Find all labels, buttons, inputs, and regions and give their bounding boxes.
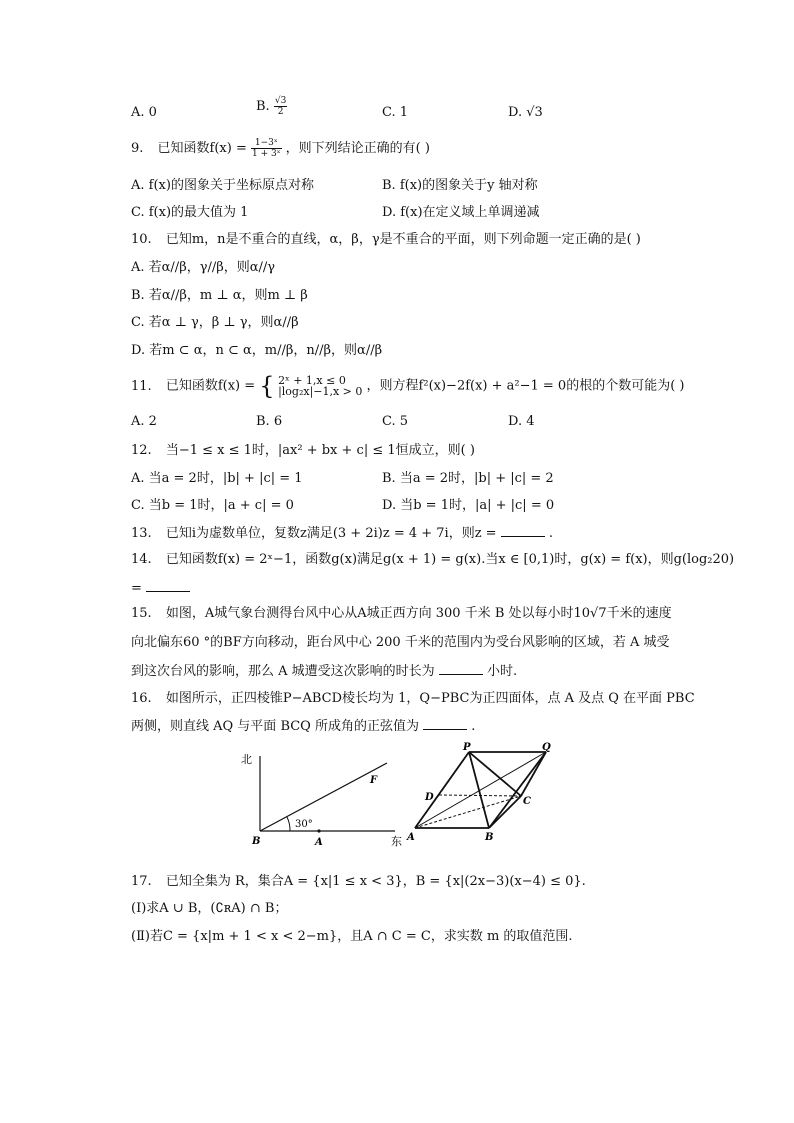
q11-stem [131,374,684,398]
p-label: P [463,742,471,753]
q14-text: 已知函数f(x) = 2ˣ−1，函数g(x)满足g(x + 1) = g(x).当x ∈ [0,1)时，g(x) = f(x)，则g(log₂20) [165,552,735,567]
point-a-dot [317,829,320,832]
edge-qc [521,752,546,796]
q8-option-c: C. 1 [382,105,409,120]
q11-number: 11. [131,378,152,394]
q15-line1 [131,605,672,623]
q11-option-a: A. 2 [131,414,157,429]
pyramid-figure [405,740,570,850]
q17-text: 已知全集为 R，集合A = {x|1 ≤ x < 3}，B = {x|(2x−3)(x−4) ≤ 0}. [165,874,586,889]
a-vertex-label: A [407,832,415,843]
q14-answer-blank [146,579,190,592]
q14-number: 14. [131,552,152,567]
edge-pb [469,752,489,828]
north-label: 北 [241,753,252,766]
q11-case2: |log₂x|−1,x > 0 [278,385,363,398]
q-label: Q [542,742,551,753]
q12-option-c: C. 当b = 1时，|a + c| = 0 [131,498,294,513]
segment-aq [415,752,546,828]
q9-fraction [251,138,282,159]
edge-bc [489,796,521,828]
q9-option-d: D. f(x)在定义域上单调递减 [382,205,540,220]
angle-label: 30° [295,819,313,830]
q9-text-after: ，则下列结论正确的有( ) [285,141,430,156]
q16-text-line2: 两侧，则直线 AQ 与平面 BCQ 所成角的正弦值为 [131,719,419,734]
east-label: 东 [391,835,402,848]
q16-line1 [131,690,695,708]
q16-answer-blank [423,717,467,730]
q11-cases [278,375,362,397]
q9-number: 9. [131,141,144,156]
q14-line2 [131,579,190,598]
q11-option-c: C. 5 [382,414,409,429]
q10-option-d: D. 若m ⊂ α，n ⊂ α，m//β，n//β，则α//β [131,343,383,358]
path-bf [260,763,387,831]
q11-option-d: D. 4 [508,414,535,429]
q13-answer-blank [501,524,545,537]
q10-number: 10. [131,232,152,247]
q8-option-a: A. 0 [131,105,157,120]
q14-stem [131,551,734,569]
q10-option-a: A. 若α//β，γ//β，则α//γ [131,260,276,275]
q17-part1: (Ⅰ)求A ∪ B，(∁ʀA) ∩ B； [131,901,288,916]
q10-text: 已知m，n是不重合的直线，α，β，γ是不重合的平面，则下列命题一定正确的是( ) [165,232,641,247]
q15-text-line3-end: 小时. [486,664,518,679]
q12-text: 当−1 ≤ x ≤ 1时，|ax² + bx + c| ≤ 1恒成立，则( ) [165,443,475,458]
edge-qb [489,752,546,828]
q11-piecewise [259,374,362,398]
q16-number: 16. [131,691,152,706]
a-label: A [315,837,323,848]
q8-option-b-prefix: B. [256,99,274,114]
q10-stem [131,231,641,249]
q13-number: 13. [131,526,152,541]
q17-stem [131,873,586,891]
q15-text-line1: 如图，A城气象台测得台风中心从A城正西方向 300 千米 B 处以每小时10√7千米的速度 [165,606,672,621]
q9-stem [131,138,430,159]
angle-arc [287,817,290,831]
q13-stem [131,524,553,543]
q14-equals: = [131,581,147,596]
q15-number: 15. [131,606,152,621]
f-label: F [370,775,378,786]
q10-option-c: C. 若α ⊥ γ，β ⊥ γ，则α//β [131,315,299,330]
q12-option-b: B. 当a = 2时，|b| + |c| = 2 [382,471,554,486]
q8-option-b [256,96,287,117]
q15-line2: 向北偏东60 °的BF方向移动，距台风中心 200 千米的范围内为受台风影响的区域，若 A 城受 [131,635,670,650]
q13-end: . [548,526,553,541]
q8-b-denominator: 2 [277,107,284,117]
edge-dc [439,795,521,796]
q11-option-b: B. 6 [256,414,283,429]
q15-line3 [131,662,517,681]
q9-denominator: 1 + 3ˣ [252,149,281,159]
q17-number: 17. [131,874,152,889]
q9-option-b: B. f(x)的图象关于y 轴对称 [382,178,538,193]
b-vertex-label: B [485,832,494,843]
b-label: B [252,836,261,847]
q16-text-line2-end: . [471,719,476,734]
q9-numerator: 1−3ˣ [251,138,282,149]
q9-option-c: C. f(x)的最大值为 1 [131,205,249,220]
d-label: D [425,792,434,803]
q16-line2 [131,717,475,736]
q11-case1: 2ˣ + 1,x ≤ 0 [278,374,346,387]
q11-text-after: ，则方程f²(x)−2f(x) + a²−1 = 0的根的个数可能为( ) [366,378,685,394]
q11-text-before: 已知函数f(x) = [165,378,260,394]
q11-brace-icon: { [259,372,275,400]
q9-option-a: A. f(x)的图象关于坐标原点对称 [131,178,314,193]
q8-option-b-fraction [274,96,287,117]
c-label: C [523,796,531,807]
q12-option-d: D. 当b = 1时，|a| + |c| = 0 [382,498,555,513]
q10-option-b: B. 若α//β，m ⊥ α，则m ⊥ β [131,288,308,303]
q16-text-line1: 如图所示，正四棱锥P−ABCD棱长均为 1，Q−PBC为正四面体，点 A 及点 Q 在平面 PBC [165,691,695,706]
q15-text-line3: 到这次台风的影响，那么 A 城遭受这次影响的时长为 [131,664,435,679]
typhoon-figure [235,745,415,850]
edge-pc [469,752,521,796]
q12-number: 12. [131,443,152,458]
q8-option-d: D. √3 [508,105,543,120]
q13-text: 已知i为虚数单位，复数z满足(3 + 2i)z = 4 + 7i，则z = [165,526,501,541]
q15-answer-blank [439,662,483,675]
q8-b-numerator: √3 [274,96,287,106]
q17-part2: (Ⅱ)若C = {x|m + 1 < x < 2−m}，且A ∩ C = C，求实数 m 的取值范围. [131,929,573,944]
q12-option-a: A. 当a = 2时，|b| + |c| = 1 [131,471,303,486]
q9-text-before: 已知函数f(x) = [157,141,251,156]
q12-stem [131,442,475,460]
